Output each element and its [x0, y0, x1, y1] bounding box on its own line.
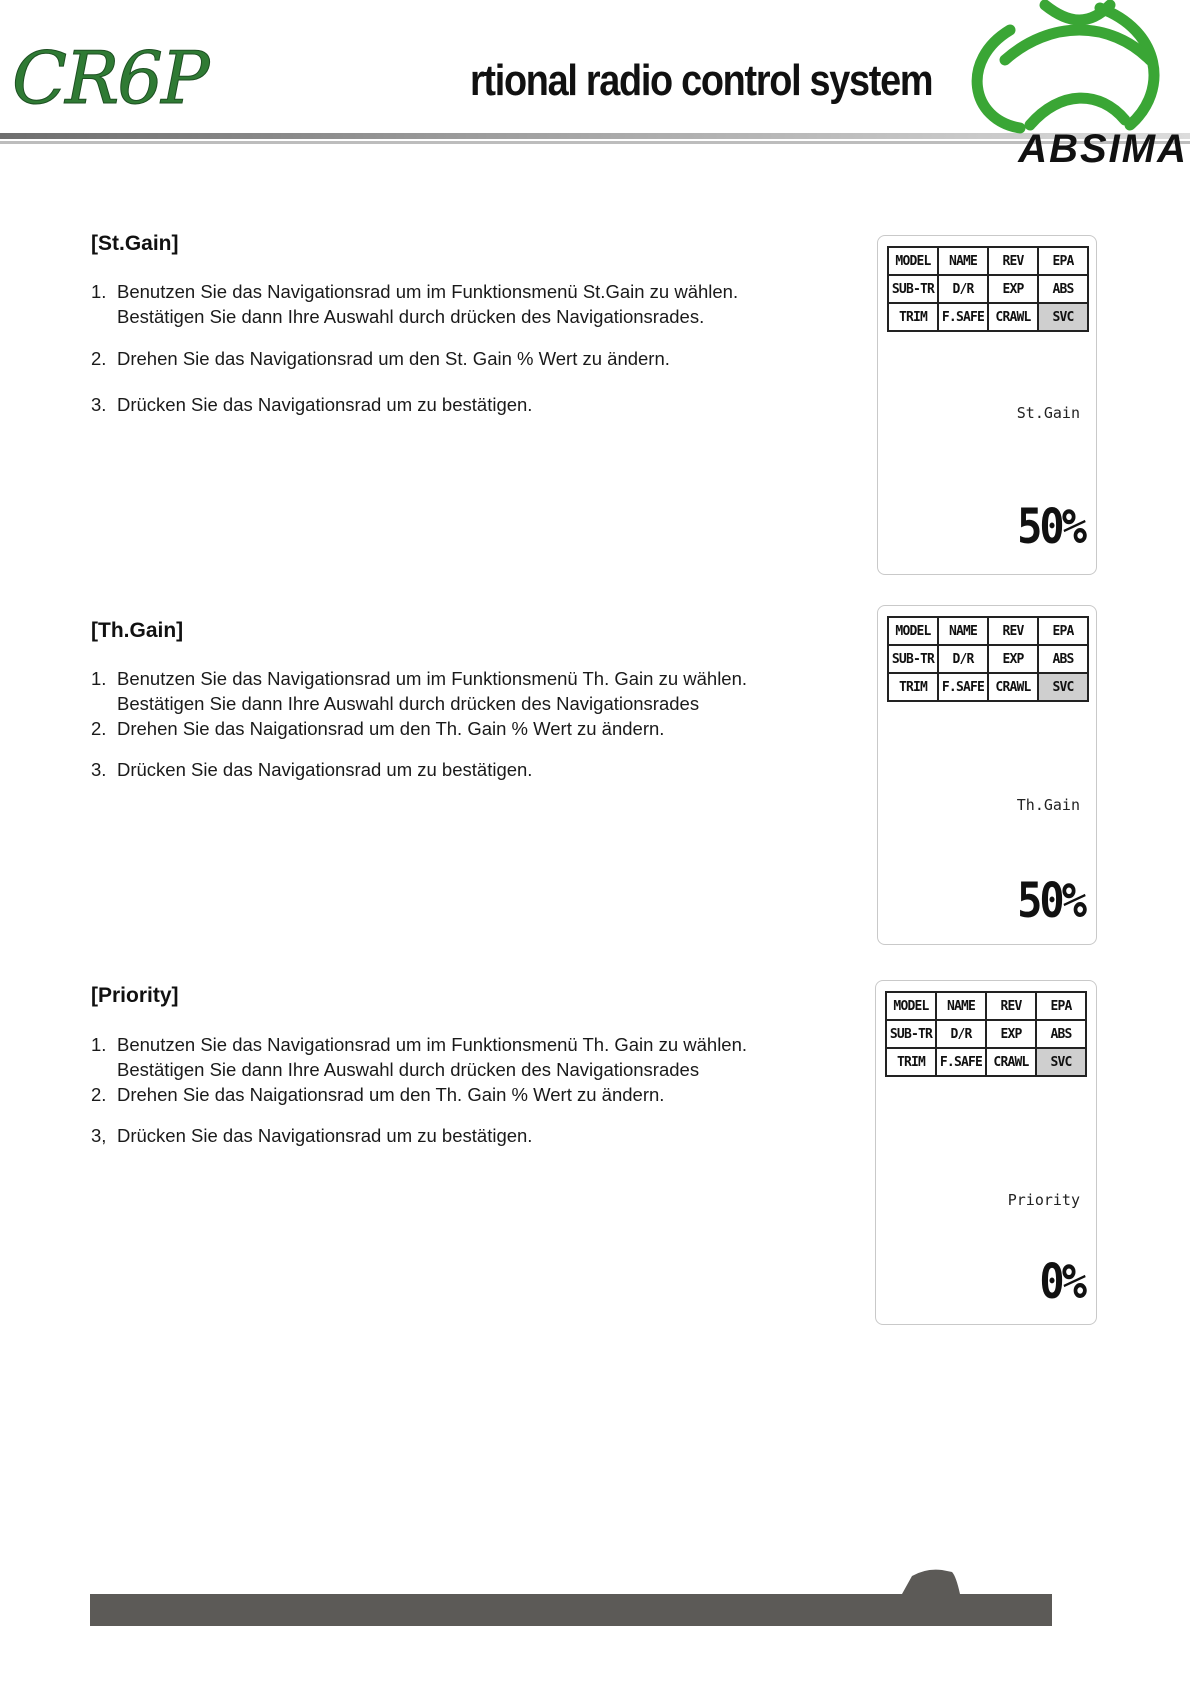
function-menu-grid	[885, 991, 1087, 1077]
absima-wordmark: ABSIMA	[1018, 127, 1188, 170]
menu-cell-abs: ABS	[1038, 645, 1088, 673]
menu-cell-exp: EXP	[988, 275, 1038, 303]
menu-cell-name: NAME	[938, 247, 988, 275]
menu-cell-trim: TRIM	[886, 1048, 936, 1076]
step-text: Drehen Sie das Naigationsrad um den Th. Gain % Wert zu ändern.	[117, 718, 665, 739]
step-number: 2.	[91, 348, 107, 369]
menu-cell-model: MODEL	[888, 247, 938, 275]
cr6p-logo: CR6P	[12, 36, 208, 120]
step-text: Drücken Sie das Navigationsrad um zu bestätigen.	[117, 759, 533, 780]
menu-cell-abs: ABS	[1038, 275, 1088, 303]
menu-cell-trim: TRIM	[888, 673, 938, 701]
menu-cell-rev: REV	[986, 992, 1036, 1020]
menu-cell-epa: EPA	[1038, 617, 1088, 645]
menu-cell-rev: REV	[988, 247, 1038, 275]
menu-cell-svc-selected: SVC	[1036, 1048, 1086, 1076]
menu-cell-crawl: CRAWL	[988, 303, 1038, 331]
step-text: Benutzen Sie das Navigationsrad um im Funktionsmenü St.Gain zu wählen.	[117, 281, 739, 302]
function-menu-grid	[887, 246, 1089, 332]
step-text: Benutzen Sie das Navigationsrad um im Funktionsmenü Th. Gain zu wählen.	[117, 1034, 748, 1055]
menu-cell-name: NAME	[936, 992, 986, 1020]
footer-bar	[90, 1568, 1052, 1628]
menu-cell-abs: ABS	[1036, 1020, 1086, 1048]
step-number: 2.	[91, 718, 107, 739]
menu-cell-crawl: CRAWL	[988, 673, 1038, 701]
step-text: Drehen Sie das Navigationsrad um den St. Gain % Wert zu ändern.	[117, 348, 670, 369]
header-title: rtional radio control system	[470, 56, 933, 105]
menu-cell-epa: EPA	[1036, 992, 1086, 1020]
lcd-percent-value: 50%	[1017, 498, 1084, 555]
step-text: Bestätigen Sie dann Ihre Auswahl durch drücken des Navigationsrades	[117, 693, 700, 714]
step-text: Bestätigen Sie dann Ihre Auswahl durch drücken des Navigationsrades.	[117, 306, 705, 327]
menu-cell-d-r: D/R	[938, 645, 988, 673]
step-3	[91, 757, 811, 782]
step-text: Drücken Sie das Navigationsrad um zu bestätigen.	[117, 1125, 533, 1146]
section-title: [Priority]	[91, 984, 179, 1007]
step-text: Bestätigen Sie dann Ihre Auswahl durch drücken des Navigationsrades	[117, 1059, 700, 1080]
step-number: 3.	[91, 759, 107, 780]
lcd-screen-st-gain	[877, 235, 1097, 575]
menu-cell-f-safe: F.SAFE	[938, 673, 988, 701]
menu-cell-d-r: D/R	[936, 1020, 986, 1048]
menu-cell-model: MODEL	[888, 617, 938, 645]
step-1	[91, 1032, 811, 1082]
menu-cell-sub-tr: SUB-TR	[886, 1020, 936, 1048]
menu-cell-svc-selected: SVC	[1038, 673, 1088, 701]
menu-cell-sub-tr: SUB-TR	[888, 275, 938, 303]
absima-brand-graphic	[950, 0, 1190, 170]
function-menu-grid	[887, 616, 1089, 702]
menu-cell-svc-selected: SVC	[1038, 303, 1088, 331]
step-number: 1.	[91, 668, 107, 689]
step-text: Benutzen Sie das Navigationsrad um im Funktionsmenü Th. Gain zu wählen.	[117, 668, 748, 689]
green-swirl-emblem	[977, 5, 1154, 128]
menu-cell-name: NAME	[938, 617, 988, 645]
step-3	[91, 1123, 811, 1148]
menu-cell-trim: TRIM	[888, 303, 938, 331]
lcd-screen-th-gain	[877, 605, 1097, 945]
menu-cell-f-safe: F.SAFE	[938, 303, 988, 331]
step-number: 2.	[91, 1084, 107, 1105]
step-3	[91, 392, 811, 417]
section-title: [Th.Gain]	[91, 619, 184, 642]
section-title: [St.Gain]	[91, 232, 179, 255]
step-text: Drehen Sie das Naigationsrad um den Th. Gain % Wert zu ändern.	[117, 1084, 665, 1105]
menu-cell-exp: EXP	[988, 645, 1038, 673]
step-number: 3,	[91, 1125, 107, 1146]
menu-cell-exp: EXP	[986, 1020, 1036, 1048]
step-number: 1.	[91, 281, 107, 302]
menu-cell-rev: REV	[988, 617, 1038, 645]
lcd-function-label: St.Gain	[1016, 404, 1080, 422]
step-text: Drücken Sie das Navigationsrad um zu bestätigen.	[117, 394, 533, 415]
lcd-percent-value: 50%	[1017, 872, 1084, 929]
menu-cell-d-r: D/R	[938, 275, 988, 303]
step-2	[91, 716, 811, 741]
lcd-function-label: Priority	[1007, 1191, 1080, 1209]
lcd-function-label: Th.Gain	[1016, 796, 1080, 814]
menu-cell-epa: EPA	[1038, 247, 1088, 275]
menu-cell-model: MODEL	[886, 992, 936, 1020]
menu-cell-sub-tr: SUB-TR	[888, 645, 938, 673]
step-number: 3.	[91, 394, 107, 415]
lcd-percent-value: 0%	[1039, 1253, 1084, 1310]
menu-cell-crawl: CRAWL	[986, 1048, 1036, 1076]
step-2	[91, 346, 811, 371]
lcd-screen-priority	[875, 980, 1097, 1325]
step-1	[91, 279, 811, 329]
step-number: 1.	[91, 1034, 107, 1055]
step-2	[91, 1082, 811, 1107]
step-1	[91, 666, 811, 716]
menu-cell-f-safe: F.SAFE	[936, 1048, 986, 1076]
